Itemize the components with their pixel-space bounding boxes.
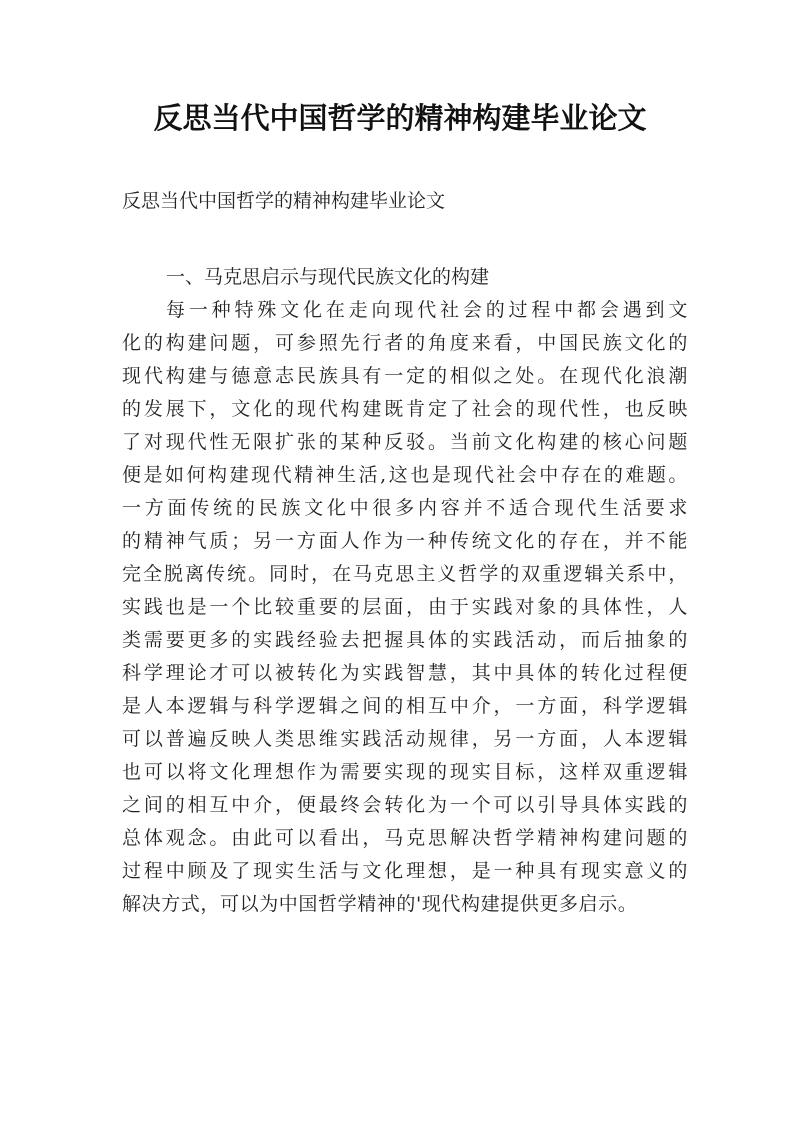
paragraph-line: 实践也是一个比较重要的层面，由于实践对象的具体性，人 — [122, 596, 688, 618]
document-title: 反思当代中国哲学的精神构建毕业论文 — [153, 101, 647, 135]
section-heading: 一、马克思启示与现代民族文化的构建 — [166, 266, 490, 288]
paragraph-line: 的发展下，文化的现代构建既肯定了社会的现代性，也反映 — [122, 398, 688, 420]
paragraph-line: 一方面传统的民族文化中很多内容并不适合现代生活要求 — [122, 497, 688, 519]
paragraph-line: 现代构建与德意志民族具有一定的相似之处。在现代化浪潮 — [122, 365, 688, 387]
paragraph-line: 化的构建问题，可参照先行者的角度来看，中国民族文化的 — [122, 332, 688, 354]
paragraph-line: 了对现代性无限扩张的某种反驳。当前文化构建的核心问题 — [122, 431, 688, 453]
paragraph — [122, 294, 688, 921]
paragraph-line: 每一种特殊文化在走向现代社会的过程中都会遇到文 — [166, 299, 688, 321]
document-subtitle: 反思当代中国哲学的精神构建毕业论文 — [122, 190, 446, 212]
paragraph-line: 完全脱离传统。同时，在马克思主义哲学的双重逻辑关系中， — [122, 563, 688, 585]
paragraph-line: 的精神气质；另一方面人作为一种传统文化的存在，并不能 — [122, 530, 688, 552]
paragraph-line: 类需要更多的实践经验去把握具体的实践活动，而后抽象的 — [122, 629, 688, 651]
paragraph-line: 之间的相互中介，便最终会转化为一个可以引导具体实践的 — [122, 794, 688, 816]
paragraph-line: 解决方式，可以为中国哲学精神的'现代构建提供更多启示。 — [122, 893, 638, 915]
paragraph-line: 便是如何构建现代精神生活,这也是现代社会中存在的难题。 — [122, 464, 688, 486]
paragraph-line: 也可以将文化理想作为需要实现的现实目标，这样双重逻辑 — [122, 761, 688, 783]
paragraph-line: 科学理论才可以被转化为实践智慧，其中具体的转化过程便 — [122, 662, 688, 684]
paragraph-line: 是人本逻辑与科学逻辑之间的相互中介，一方面，科学逻辑 — [122, 695, 688, 717]
document-body — [122, 260, 688, 921]
paragraph-line: 总体观念。由此可以看出，马克思解决哲学精神构建问题的 — [122, 827, 688, 849]
paragraph-line: 可以普遍反映人类思维实践活动规律，另一方面，人本逻辑 — [122, 728, 688, 750]
paragraph-line: 过程中顾及了现实生活与文化理想，是一种具有现实意义的 — [122, 860, 688, 882]
